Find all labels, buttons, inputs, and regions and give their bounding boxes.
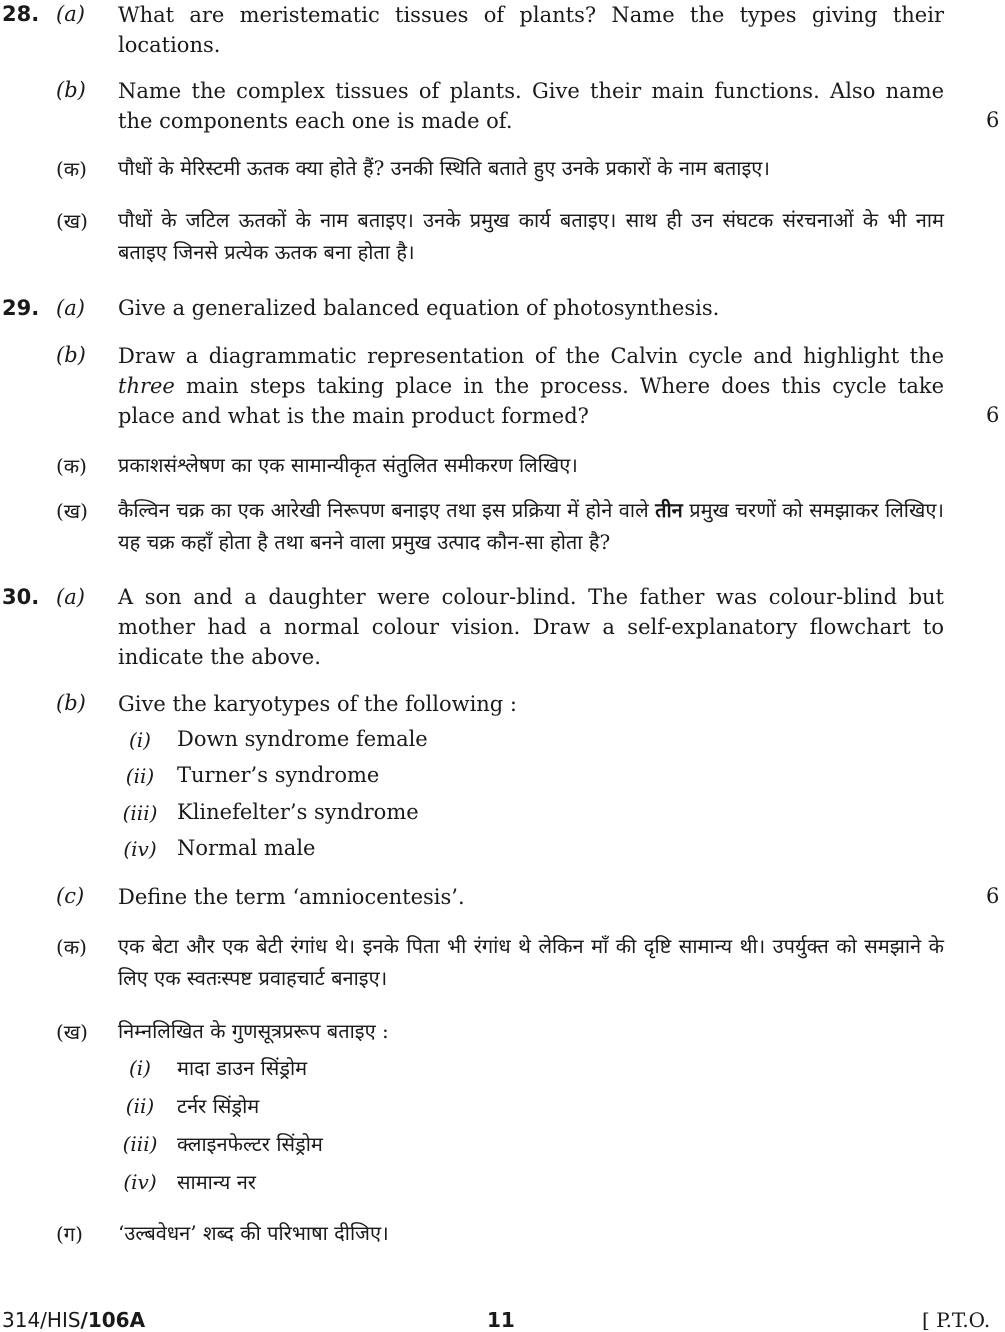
- question-number-28: 28.: [2, 2, 40, 26]
- q28-kha-label: (ख): [56, 209, 88, 233]
- q29-kha-label: (ख): [56, 499, 88, 523]
- q30-kha-item-label: (iii): [122, 1132, 158, 1156]
- q30-c-text: Define the term ‘amniocentesis’.: [118, 885, 465, 909]
- question-number-29: 29.: [2, 296, 40, 320]
- q30-kha-item-text: मादा डाउन सिंड्रोम: [177, 1056, 308, 1080]
- q28-ka-label: (क): [56, 157, 87, 181]
- page-number: 11: [487, 1308, 515, 1332]
- q30-kha-item-text: टर्नर सिंड्रोम: [177, 1094, 260, 1118]
- q30-kha-label: (ख): [56, 1020, 88, 1044]
- q30-a-label: (a): [56, 585, 85, 609]
- q29-b-text-pre: Draw a diagrammatic representation of the Calvin cycle and highlight the: [118, 344, 944, 368]
- q29-b-text-em: three: [118, 374, 175, 398]
- q30-kha-item-text: क्लाइनफेल्टर सिंड्रोम: [177, 1132, 323, 1156]
- q30-b-item-text: Down syndrome female: [177, 727, 428, 751]
- paper-code: [2, 1308, 145, 1332]
- q29-b-label: (b): [56, 343, 86, 367]
- q29-a-label: (a): [56, 296, 85, 320]
- q30-b-item-label: (ii): [125, 764, 155, 788]
- q29-kha-text: [118, 494, 944, 558]
- q29-kha-text-pre: कैल्विन चक्र का एक आरेखी निरूपण बनाइए तथा इस प्रक्रिया में होने वाले: [118, 498, 656, 522]
- q30-ga-label: (ग): [56, 1222, 83, 1246]
- q30-b-item-label: (iii): [122, 801, 158, 825]
- question-number-30: 30.: [2, 585, 40, 609]
- q29-kha-text-bold: तीन: [655, 498, 683, 522]
- q30-ka-text: एक बेटा और एक बेटी रंगांध थे। इनके पिता भी रंगांध थे लेकिन माँ की दृष्टि सामान्य थी। उपर्युक्त को समझाने के लिए एक स्वतःस्पष्ट प्रवाहचार्ट बनाइए।: [118, 934, 944, 990]
- q30-kha-text: निम्नलिखित के गुणसूत्रप्ररूप बताइए :: [118, 1019, 389, 1043]
- q30-kha-item-label: (i): [128, 1056, 151, 1080]
- q30-b-item-label: (i): [128, 728, 151, 752]
- q30-marks: 6: [986, 884, 1000, 908]
- q28-ka-text: पौधों के मेरिस्टमी ऊतक क्या होते हैं? उनकी स्थिति बताते हुए उनके प्रकारों के नाम बताइए।: [118, 156, 770, 180]
- q30-b-text: Give the karyotypes of the following :: [118, 692, 517, 716]
- paper-code-suffix: /106A: [80, 1308, 146, 1332]
- paper-code-prefix: 314/HIS: [2, 1308, 81, 1332]
- pto-note: [ P.T.O.: [922, 1308, 991, 1332]
- q29-ka-label: (क): [56, 454, 87, 478]
- q30-a-text: A son and a daughter were colour-blind. The father was colour-blind but mother had a normal colour vision. Draw a self-explanatory flowchart to indicate the above.: [118, 585, 944, 669]
- q29-ka-text: प्रकाशसंश्लेषण का एक सामान्यीकृत संतुलित समीकरण लिखिए।: [118, 453, 578, 477]
- q30-b-item-text: Normal male: [177, 836, 316, 860]
- q29-kha-text-post: प्रमुख चरणों को समझाकर लिखिए। यह चक्र कहाँ होता है तथा बनने वाला प्रमुख उत्पाद कौन-सा होता है?: [118, 498, 944, 554]
- q29-a-text: Give a generalized balanced equation of photosynthesis.: [118, 296, 720, 320]
- q30-kha-item-label: (ii): [125, 1094, 155, 1118]
- q28-marks: 6: [986, 108, 1000, 132]
- q28-a-label: (a): [56, 2, 85, 26]
- q28-b-label: (b): [56, 78, 86, 102]
- q30-ka-label: (क): [56, 935, 87, 959]
- q30-kha-item-text: सामान्य नर: [177, 1170, 256, 1194]
- q28-a-text: What are meristematic tissues of plants? Name the types giving their locations.: [118, 3, 944, 57]
- q28-kha-text: पौधों के जटिल ऊतकों के नाम बताइए। उनके प्रमुख कार्य बताइए। साथ ही उन संघटक संरचनाओं के भी नाम बताइए जिनसे प्रत्येक ऊतक बना होता है।: [118, 208, 944, 264]
- q30-kha-item-label: (iv): [123, 1170, 157, 1194]
- q30-b-item-text: Klinefelter’s syndrome: [177, 800, 419, 824]
- q29-b-text-post: main steps taking place in the process. Where does this cycle take place and what is the main product formed?: [118, 374, 944, 428]
- q30-c-label: (c): [56, 884, 85, 908]
- q30-b-item-text: Turner’s syndrome: [177, 763, 380, 787]
- q30-b-label: (b): [56, 691, 86, 715]
- q28-b-text: Name the complex tissues of plants. Give their main functions. Also name the components each one is made of.: [118, 79, 944, 133]
- q30-b-item-label: (iv): [123, 837, 157, 861]
- q29-marks: 6: [986, 403, 1000, 427]
- q29-b-text: [118, 341, 944, 431]
- q30-ga-text: ‘उल्बवेधन’ शब्द की परिभाषा दीजिए।: [118, 1221, 389, 1245]
